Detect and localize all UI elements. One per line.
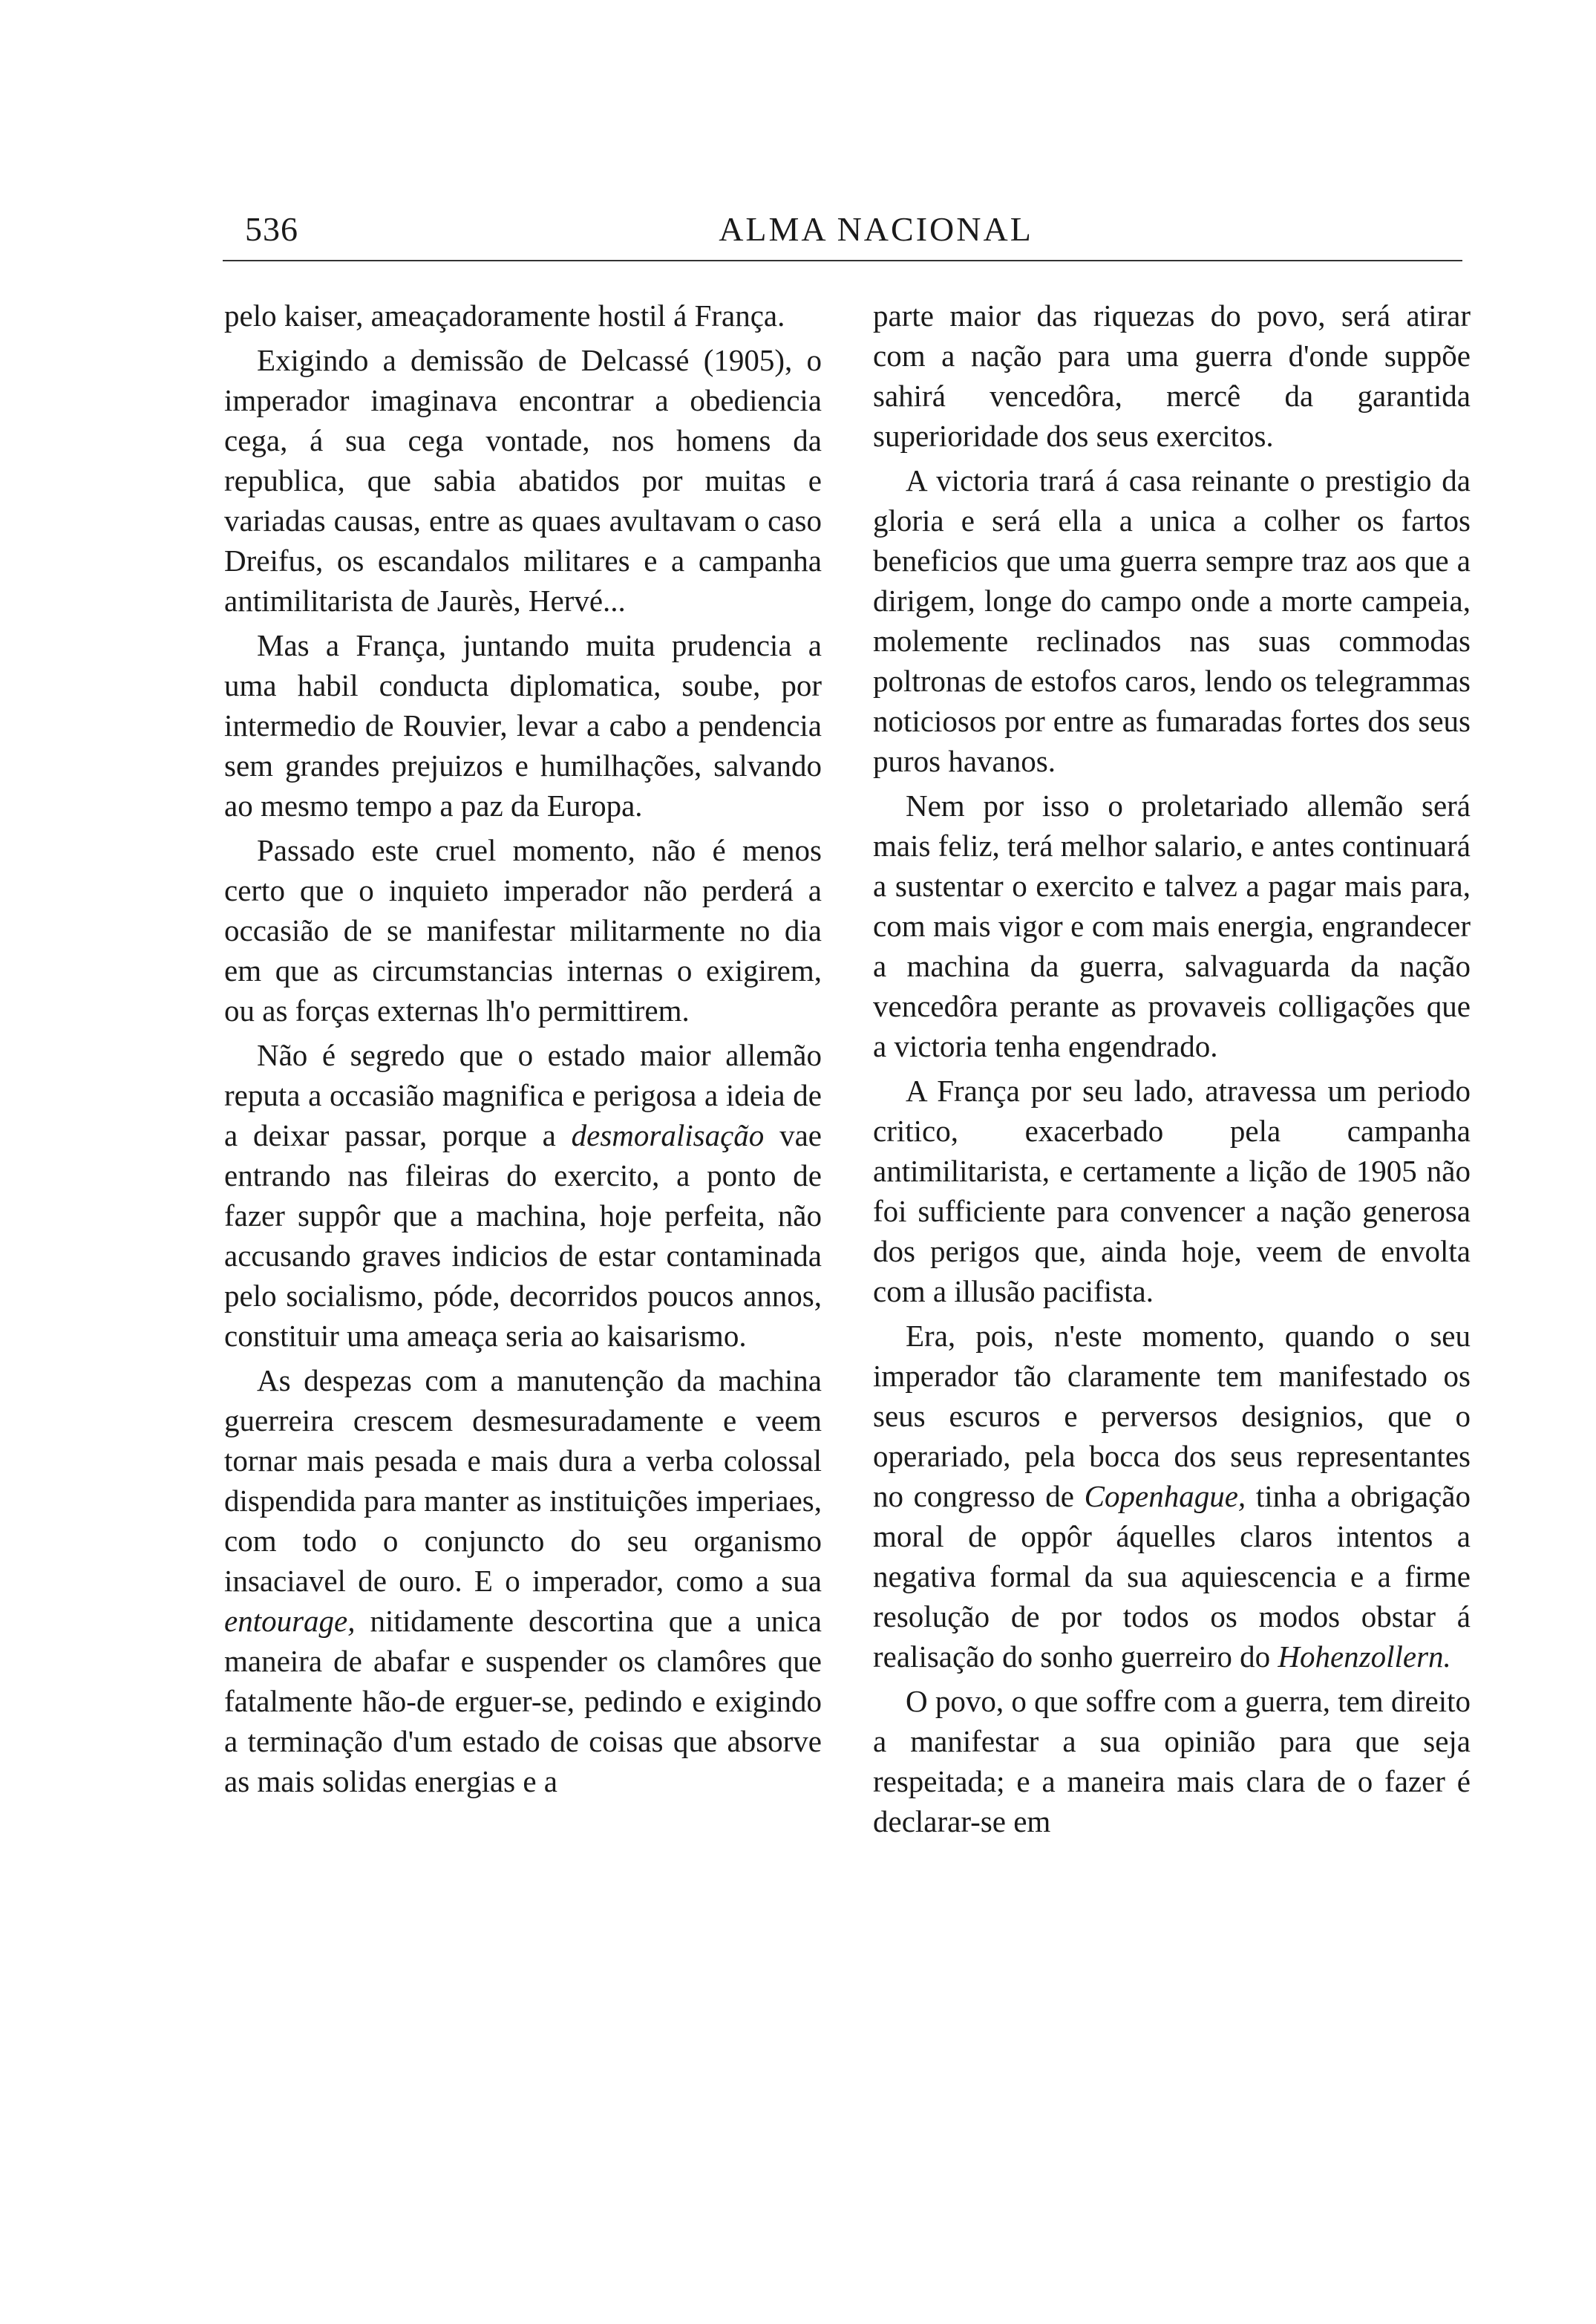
paragraph: Mas a França, juntando muita prudencia a uma habil conducta diplomatica, soube, por intermedio de Rouvier, levar a cabo a pendencia sem grandes prejuizos e humilhações, salvando ao mesmo tempo a paz da Europa.	[224, 628, 822, 823]
paragraph	[224, 1035, 822, 1356]
text-run: Não é segredo que o estado maior allemão reputa a occasião magnifica e perigosa a ideia de a deixar passar, porque a	[224, 1038, 822, 1152]
running-title: ALMA NACIONAL	[719, 210, 1033, 248]
paragraph: pelo kaiser, ameaçadoramente hostil á França.	[224, 298, 785, 333]
header-rule	[223, 260, 1462, 261]
text-run: nitidamente descortina que a unica maneira de abafar e suspender os clamôres que fatalmente hão-de erguer-se, pedindo e exigindo a terminação d'um estado de coisas que absorve as mais solidas energias e a	[224, 1604, 822, 1798]
paragraph: Nem por isso o proletariado allemão será mais feliz, terá melhor salario, e antes continuará a sustentar o exercito e talvez a pagar mais para, com mais vigor e com mais energia, engrandecer a machina da guerra, salvaguarda da nação vencedôra perante as provaveis colligações que a victoria tenha engendrado.	[873, 789, 1471, 1063]
text-run: tinha a obrigação moral de oppôr áquelles claros intentos a negativa formal da sua aquiescencia e a firme resolução de por todos os modos obstar á realisação do sonho guerreiro do	[873, 1479, 1471, 1674]
paragraph	[224, 1360, 822, 1801]
paragraph	[873, 1316, 1471, 1677]
paragraph: parte maior das riquezas do povo, será atirar com a nação para uma guerra d'onde suppõe sahirá vencedôra, mercê da garantida superioridade dos seus exercitos.	[873, 298, 1471, 453]
left-column	[224, 296, 822, 1806]
italic-term: desmoralisação	[571, 1118, 765, 1152]
paragraph: Exigindo a demissão de Delcassé (1905), o imperador imaginava encontrar a obediencia cega, á sua cega vontade, nos homens da republica, que sabia abatidos por muitas e variadas causas, entre as quaes avultavam o caso Dreifus, os escandalos militares e a campanha antimilitarista de Jaurès, Hervé...	[224, 343, 822, 618]
paragraph: A victoria trará á casa reinante o prestigio da gloria e será ella a unica a colher os fartos beneficios que uma guerra sempre traz aos que a dirigem, longe do campo onde a morte campeia, molemente reclinados nas suas commodas poltronas de estofos caros, lendo os telegrammas noticiosos por entre as fumaradas fortes dos seus puros havanos.	[873, 463, 1471, 778]
page-header	[223, 209, 1462, 254]
right-column	[873, 296, 1471, 1846]
italic-term: entourage,	[224, 1604, 356, 1638]
text-run: As despezas com a manutenção da machina guerreira crescem desmesuradamente e veem tornar mais pesada e mais dura a verba colossal dispendida para manter as instituições imperiaes, com todo o conjuncto do seu organismo insaciavel de ouro. E o imperador, como a sua	[224, 1363, 822, 1598]
italic-term: Hohenzollern.	[1278, 1639, 1451, 1674]
paragraph: A França por seu lado, atravessa um periodo critico, exacerbado pela campanha antimilitarista, e certamente a lição de 1905 não foi sufficiente para convencer a nação generosa dos perigos que, ainda hoje, veem de envolta com a illusão pacifista.	[873, 1074, 1471, 1308]
text-run: Era, pois, n'este momento, quando o seu imperador tão claramente tem manifestado os seus escuros e perversos designios, que o operariado, pela bocca dos seus representantes no congresso de	[873, 1319, 1471, 1513]
paragraph: Passado este cruel momento, não é menos certo que o inquieto imperador não perderá a occasião de se manifestar militarmente no dia em que as circumstancias internas o exigirem, ou as forças externas lh'o permittirem.	[224, 833, 822, 1028]
text-run: vae entrando nas fileiras do exercito, a ponto de fazer suppôr que a machina, hoje perfeita, não accusando graves indicios de estar contaminada pelo socialismo, póde, decorridos poucos annos, constituir uma ameaça seria ao kaisarismo.	[224, 1118, 822, 1353]
page-number: 536	[245, 210, 298, 248]
italic-term: Copenhague,	[1084, 1479, 1246, 1513]
paragraph: O povo, o que soffre com a guerra, tem direito a manifestar a sua opinião para que seja respeitada; e a maneira mais clara de o fazer é declarar-se em	[873, 1684, 1471, 1838]
